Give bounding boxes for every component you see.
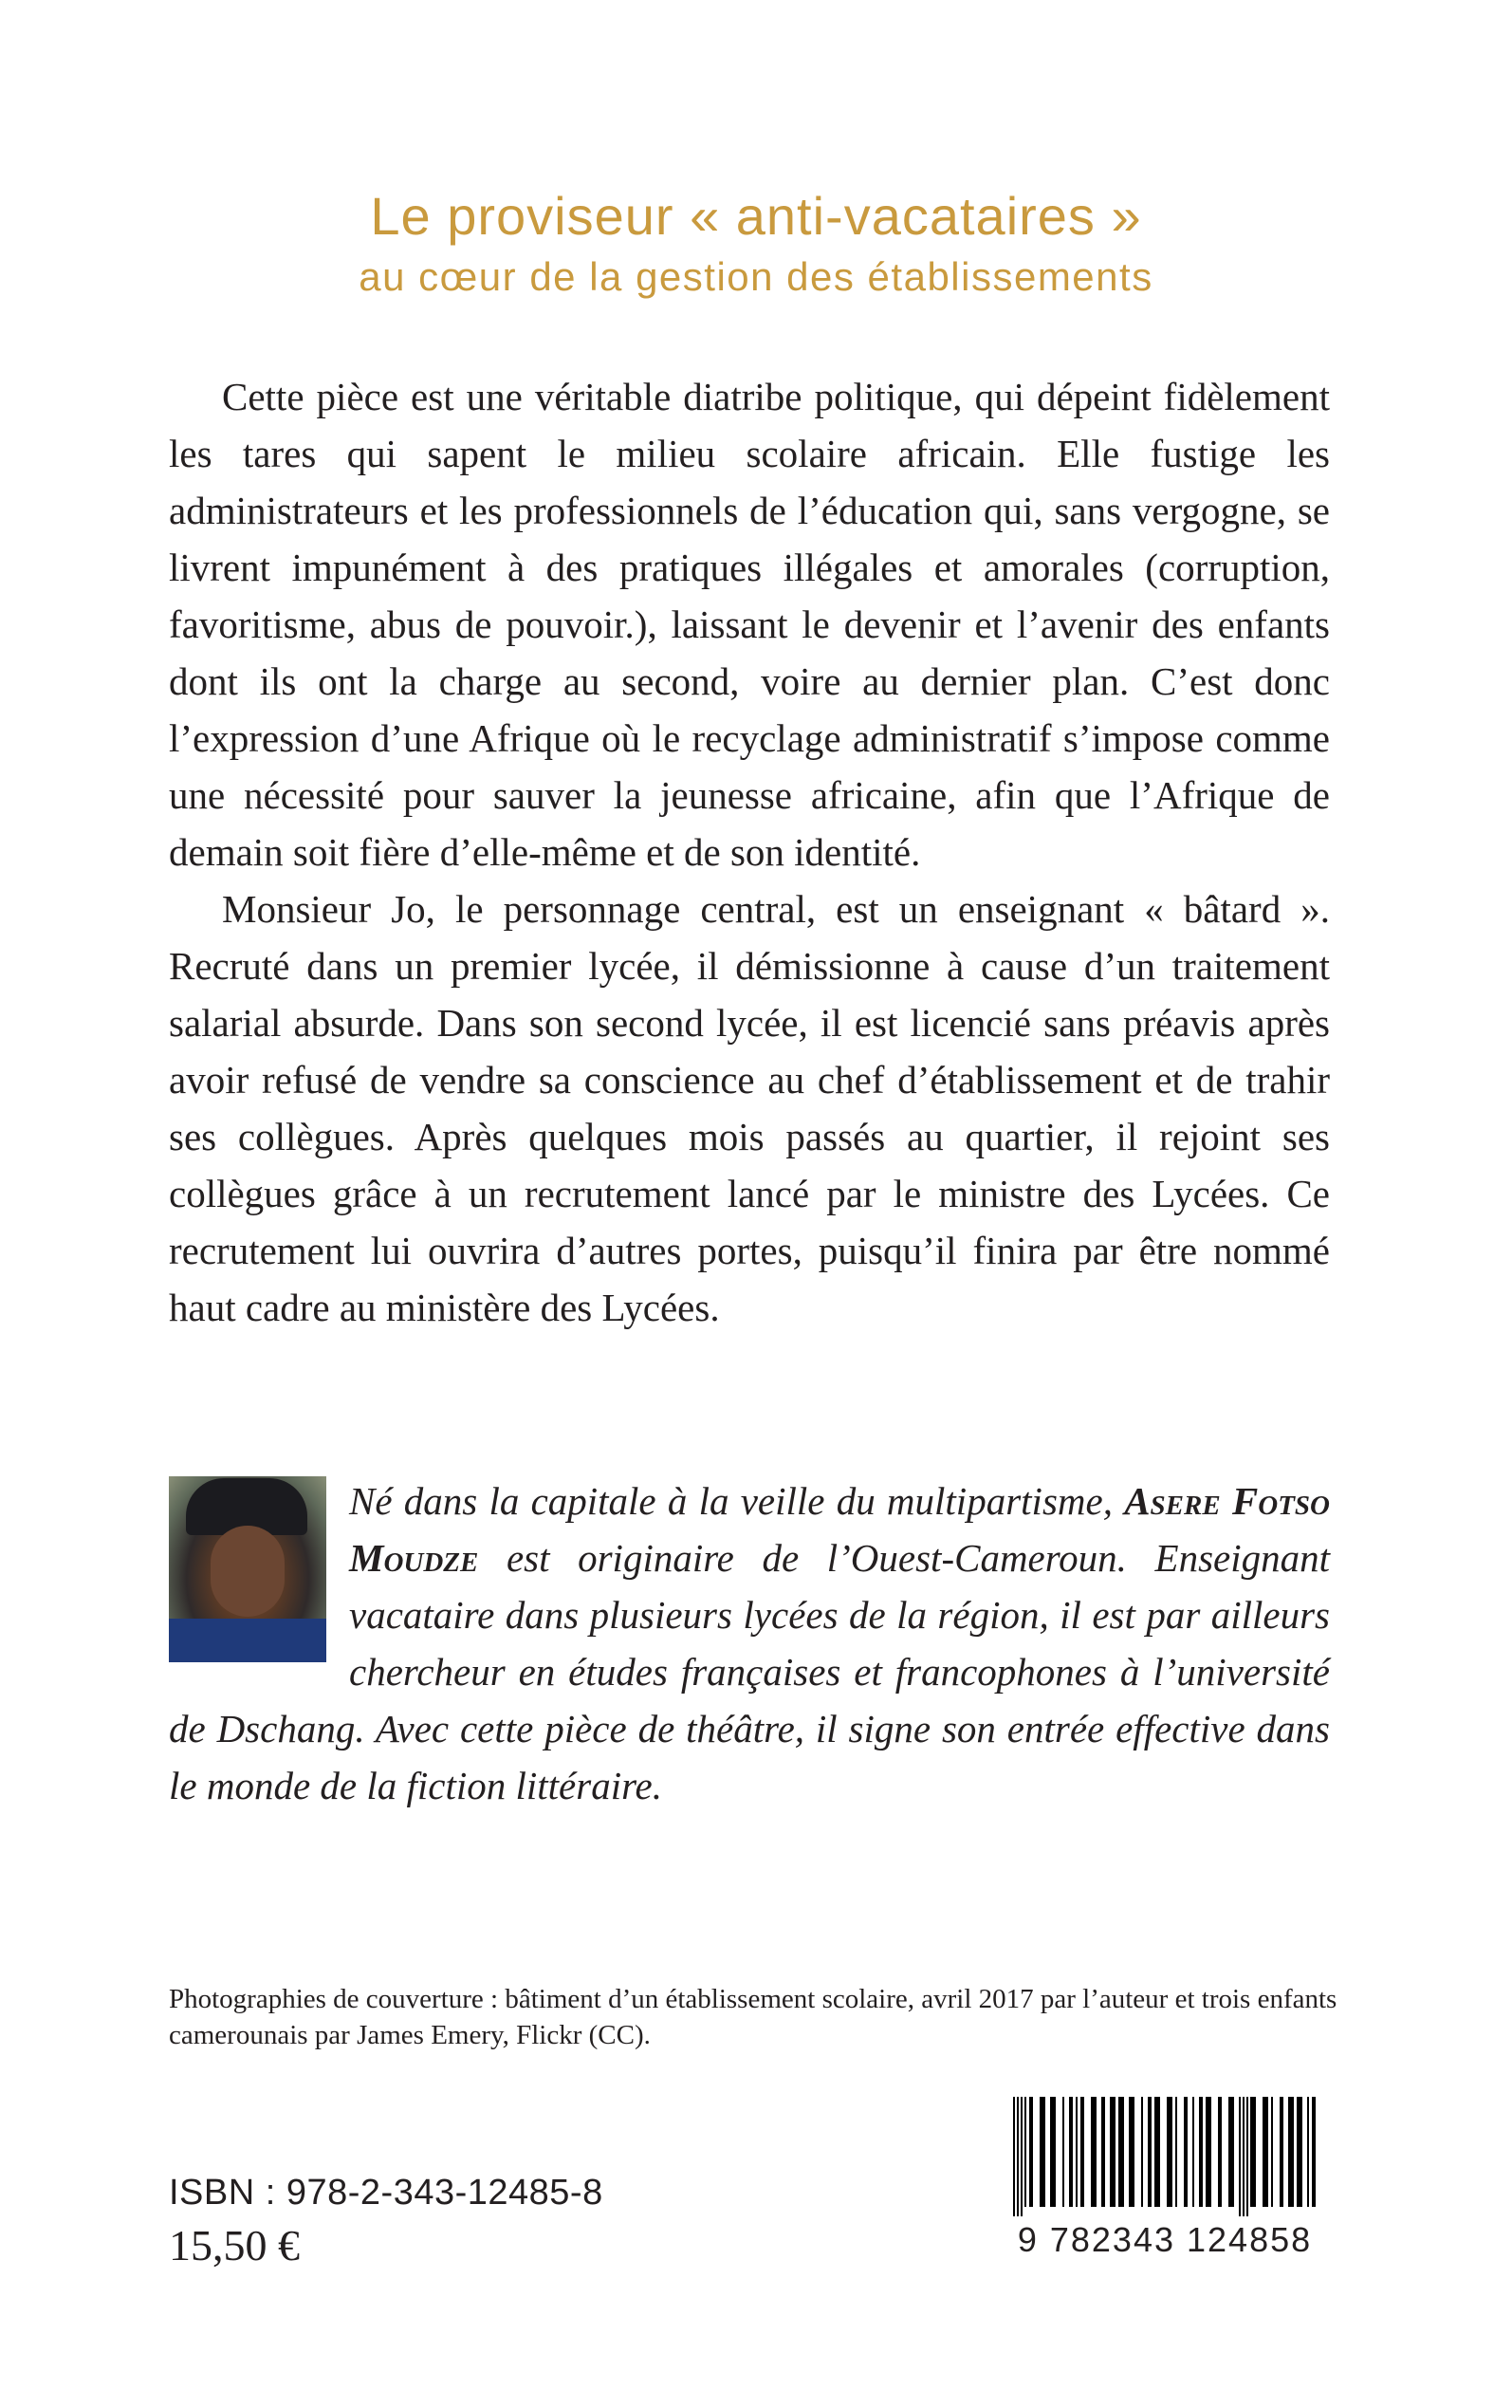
isbn: ISBN : 978-2-343-12485-8 (169, 2173, 603, 2213)
book-title: Le proviseur « anti-vacataires » (370, 186, 1142, 246)
blurb-paragraph-2: Monsieur Jo, le personnage central, est un enseignant « bâtard ». Recruté dans un premier lycée, il démissionne à cause d’un traitement salarial absurde. Dans son second lycée, il est licencié sans préavis après avoir refusé de vendre sa conscience au chef d’établissement et de trahir ses collègues. Après quelques mois passés au quartier, il rejoint ses collègues grâce à un recrutement lancé par le ministre des Lycées. Ce recrutement lui ouvrira d’autres portes, puisqu’il finira par être nommé haut cadre au ministère des Lycées. (169, 887, 1330, 1329)
blurb-paragraph-1: Cette pièce est une véritable diatribe politique, qui dépeint fidèlement les tares qui sapent le milieu scolaire africain. Elle fustige les administrateurs et les professionnels de l’éducation qui, sans vergogne, se livrent impunément à des pratiques illégales et amorales (corruption, favoritisme, abus de pouvoir.), laissant le devenir et l’avenir des enfants dont ils ont la charge au second, voire au dernier plan. C’est donc l’expression d’une Afrique où le recyclage administratif s’impose comme une nécessité pour sauver la jeunesse africaine, afin que l’Afrique de demain soit fière d’elle-même et de son identité. (169, 375, 1330, 874)
photo-credit: Photographies de couverture : bâtiment d’un établissement scolaire, avril 2017 par l’auteur et trois enfants camerounais par James Emery, Flickr (CC). (169, 1984, 1337, 2050)
barcode (1000, 2097, 1330, 2258)
author-bio (169, 1473, 1330, 1814)
title-block (0, 186, 1512, 304)
barcode-digits: 9 782343 124858 (1017, 2220, 1313, 2259)
barcode-bars (1000, 2097, 1330, 2216)
price: 15,50 € (169, 2221, 300, 2269)
author-bio-end: est originaire de l’Ouest-Cameroun. Enseignant vacataire dans plusieurs lycées de la région, il est par ailleurs chercheur en études françaises et francophones à l’université de Dschang. Avec cette pièce de théâtre, il signe son entrée effective dans le monde de la fiction littéraire. (169, 1536, 1331, 1807)
author-bio-start: Né dans la capitale à la veille du multipartisme, (349, 1479, 1113, 1523)
author-name: Asere Fotso Moudze (349, 1479, 1330, 1580)
blurb (169, 368, 1330, 1336)
book-subtitle: au cœur de la gestion des établissements (359, 254, 1153, 299)
